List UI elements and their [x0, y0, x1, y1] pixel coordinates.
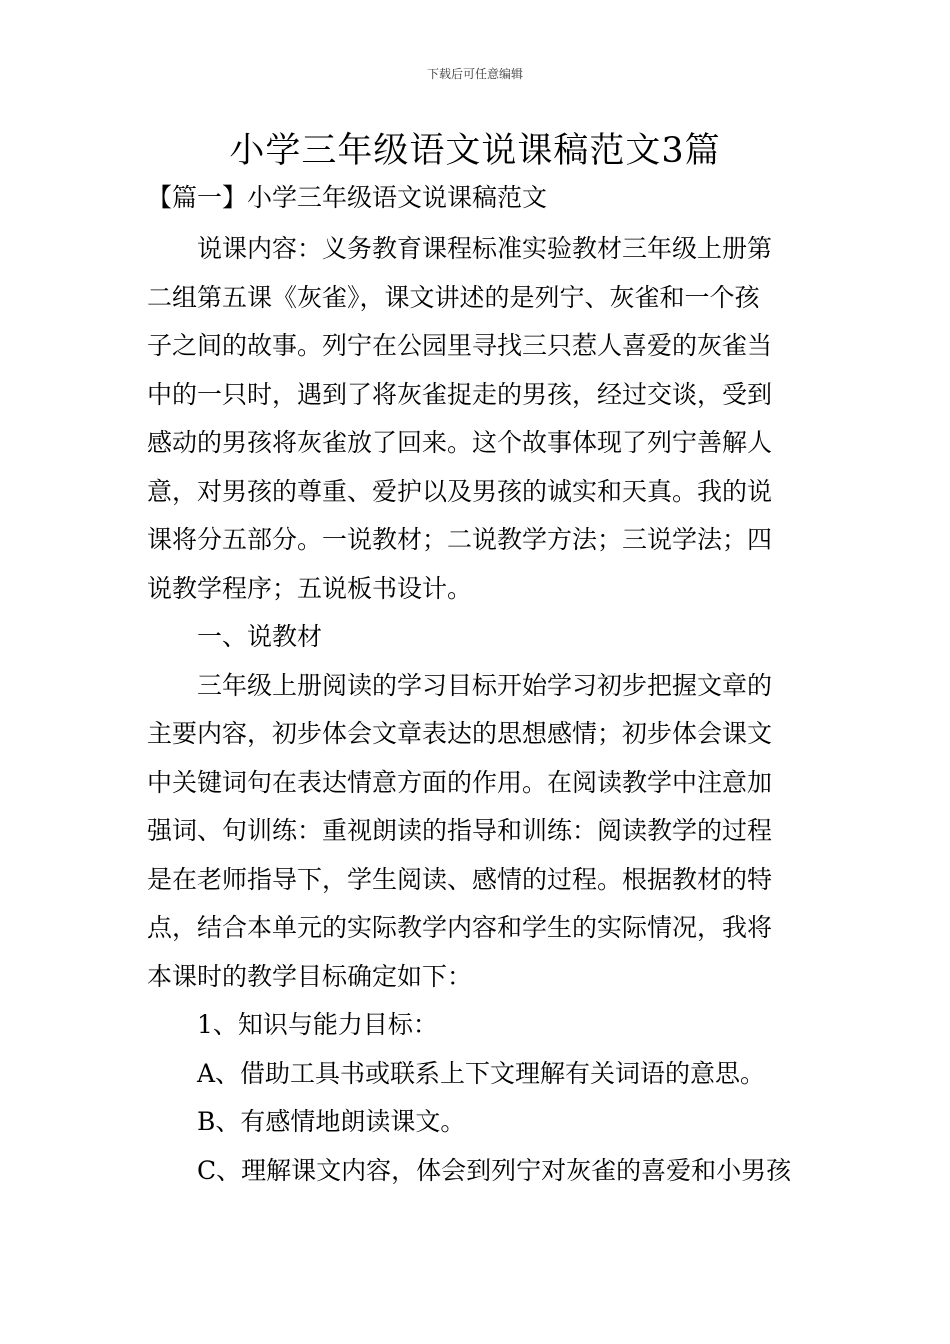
body-text [147, 225, 803, 1195]
section-heading: 【篇一】小学三年级语文说课稿范文 [147, 183, 548, 212]
paragraph-line: 三年级上册阅读的学习目标开始学习初步把握文章的 [197, 670, 773, 700]
paragraph-line: 课将分五部分。一说教材；二说教学方法；三说学法；四 [147, 525, 773, 554]
list-item: B、有感情地朗读课文。 [197, 1107, 466, 1136]
paragraph-line: 二组第五课《灰雀》，课文讲述的是列宁、灰雀和一个孩 [147, 282, 760, 312]
paragraph-line: 本课时的教学目标确定如下： [147, 961, 473, 991]
document-title: 小学三年级语文说课稿范文3篇 [229, 131, 721, 171]
paragraph-line: 说课内容：义务教育课程标准实验教材三年级上册第 [197, 234, 773, 263]
paragraph-line: 中的一只时，遇到了将灰雀捉走的男孩，经过交谈，受到 [147, 379, 773, 409]
paragraph-line: 说教学程序；五说板书设计。 [147, 573, 473, 603]
paragraph-line: 是在老师指导下，学生阅读、感情的过程。根据教材的特 [147, 864, 773, 894]
paragraph-line: 点，结合本单元的实际教学内容和学生的实际情况，我将 [147, 913, 773, 942]
list-heading: 1、知识与能力目标： [197, 1010, 438, 1039]
paragraph-line: 意，对男孩的尊重、爱护以及男孩的诚实和天真。我的说 [147, 476, 773, 506]
subsection-heading: 一、说教材 [197, 622, 323, 651]
paragraph-line: 中关键词句在表达情意方面的作用。在阅读教学中注意加 [147, 767, 773, 797]
paragraph-line: 感动的男孩将灰雀放了回来。这个故事体现了列宁善解人 [147, 428, 773, 457]
paragraph-line: 强词、句训练：重视朗读的指导和训练：阅读教学的过程 [147, 816, 773, 845]
header-note: 下载后可任意编辑 [426, 67, 523, 81]
list-item: A、借助工具书或联系上下文理解有关词语的意思。 [197, 1058, 766, 1088]
paragraph-line: 主要内容，初步体会文章表达的思想感情；初步体会课文 [147, 719, 773, 748]
list-item: C、理解课文内容，体会到列宁对灰雀的喜爱和小男孩 [197, 1155, 792, 1185]
paragraph-line: 子之间的故事。列宁在公园里寻找三只惹人喜爱的灰雀当 [147, 331, 773, 360]
